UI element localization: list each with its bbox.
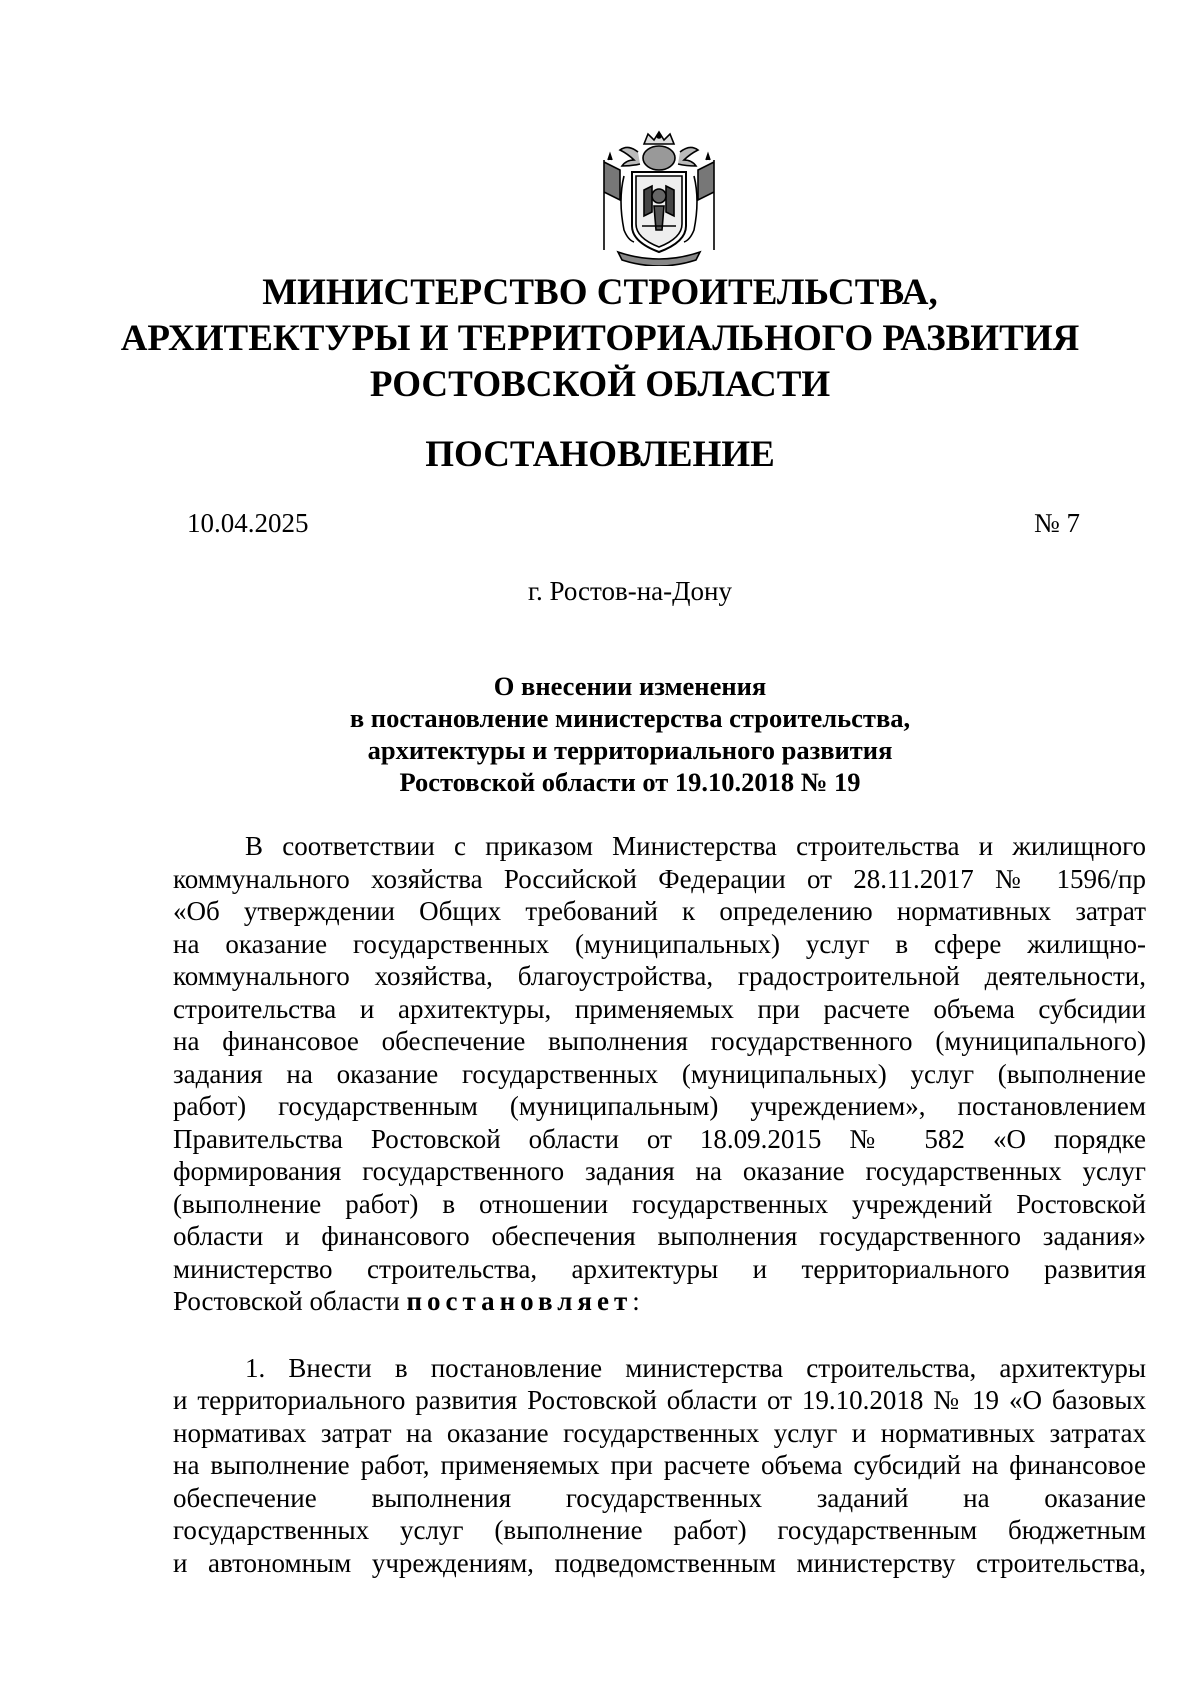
preamble-last-line: [173, 1285, 1146, 1318]
coat-of-arms-icon: [598, 130, 720, 266]
document-body: [173, 830, 1146, 1579]
item-1-paragraph: [173, 1352, 1146, 1580]
preamble-line: «Об утверждении Общих требований к определению нормативных затрат: [173, 896, 1146, 926]
preamble-line: коммунального хозяйства, благоустройства, градостроительной деятельности,: [173, 961, 1146, 991]
org-line-3: РОСТОВСКОЙ ОБЛАСТИ: [369, 364, 831, 405]
preamble-line: на оказание государственных (муниципальных) услуг в сфере жилищно-: [173, 928, 1146, 959]
org-line-1: МИНИСТЕРСТВО СТРОИТЕЛЬСТВА,: [262, 272, 938, 313]
preamble-line: коммунального хозяйства Российской Федерации от 28.11.2017 № 1596/пр: [173, 863, 1146, 894]
organization-name: [0, 270, 1200, 408]
item-1-line: и автономным учреждениям, подведомственным министерству строительства,: [173, 1547, 1146, 1578]
preamble-line: области и финансового обеспечения выполнения государственного задания»: [173, 1221, 1146, 1251]
document-date: 10.04.2025: [187, 508, 309, 538]
preamble-line: Правительства Ростовской области от 18.09.2015 № 582 «О порядке: [173, 1123, 1146, 1154]
item-1-line: нормативах затрат на оказание государственных услуг и нормативных затратах: [173, 1417, 1146, 1448]
item-1-line: и территориального развития Ростовской области от 19.10.2018 № 19 «О базовых: [173, 1385, 1146, 1415]
preamble-last-prefix: Ростовской области: [173, 1286, 407, 1316]
paragraph-gap: [173, 1318, 1146, 1352]
preamble-paragraph: [173, 830, 1146, 1318]
preamble-line: (выполнение работ) в отношении государственных учреждений Ростовской: [173, 1188, 1146, 1219]
preamble-line: строительства и архитектуры, применяемых при расчете объема субсидии: [173, 993, 1146, 1024]
org-line-2: АРХИТЕКТУРЫ И ТЕРРИТОРИАЛЬНОГО РАЗВИТИЯ: [120, 318, 1080, 359]
document-city: г. Ростов-на-Дону: [527, 576, 732, 606]
item-1-line: обеспечение выполнения государственных заданий на оказание: [173, 1482, 1146, 1513]
resolves-word: постановляет: [406, 1286, 633, 1316]
item-1-line: государственных услуг (выполнение работ) государственным бюджетным: [173, 1515, 1146, 1545]
preamble-line: на финансовое обеспечение выполнения государственного (муниципального): [173, 1026, 1146, 1056]
item-1-line: 1. Внести в постановление министерства строительства, архитектуры: [245, 1352, 1146, 1383]
document-subject: [0, 670, 1200, 798]
preamble-line: В соответствии с приказом Министерства строительства и жилищного: [245, 831, 1146, 861]
preamble-line: работ) государственным (муниципальным) учреждением», постановлением: [173, 1091, 1146, 1121]
subject-line: архитектуры и территориального развития: [367, 735, 893, 765]
document-number: № 7: [1033, 508, 1080, 538]
preamble-line: министерство строительства, архитектуры и территориального развития: [173, 1253, 1146, 1284]
subject-line: в постановление министерства строительства,: [349, 703, 911, 733]
subject-line: О внесении изменения: [493, 671, 767, 701]
document-type: ПОСТАНОВЛЕНИЕ: [425, 434, 775, 475]
item-1-line: на выполнение работ, применяемых при расчете объема субсидий на финансовое: [173, 1450, 1146, 1480]
subject-line: Ростовской области от 19.10.2018 № 19: [399, 767, 861, 797]
preamble-line: формирования государственного задания на оказание государственных услуг: [173, 1156, 1146, 1186]
preamble-last-suffix: :: [632, 1286, 640, 1316]
preamble-line: задания на оказание государственных (муниципальных) услуг (выполнение: [173, 1058, 1146, 1089]
